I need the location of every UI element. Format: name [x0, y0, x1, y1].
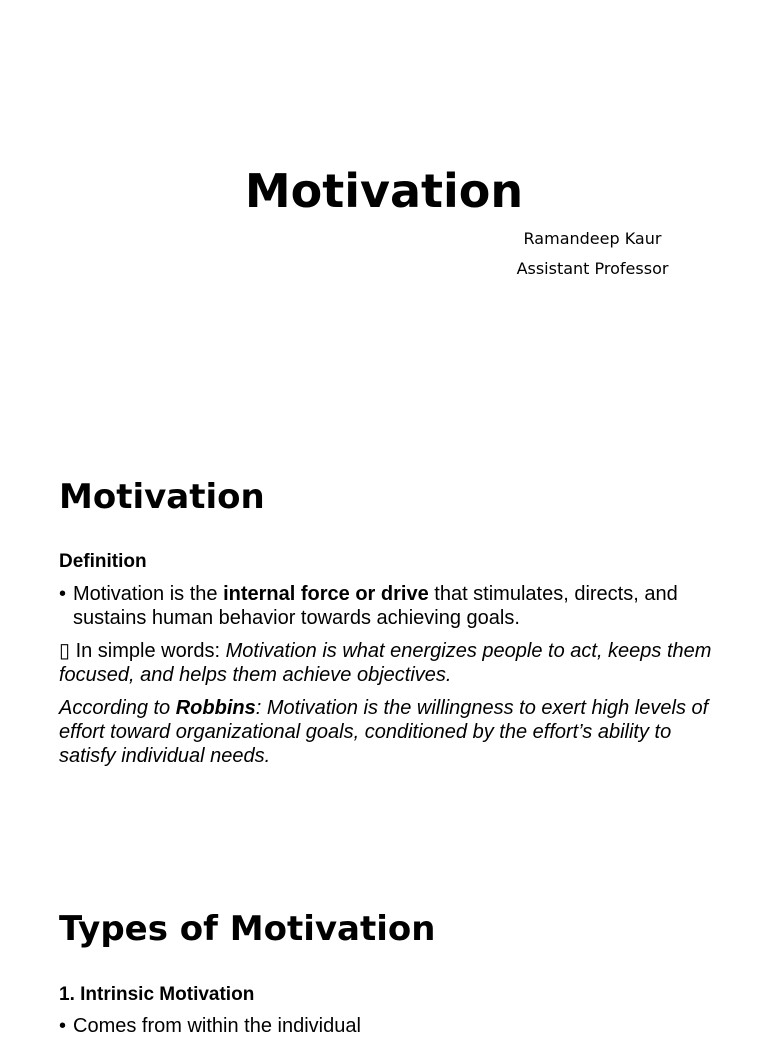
intrinsic-bullet — [59, 1014, 719, 1038]
author-role: Assistant Professor — [516, 259, 669, 278]
types-heading: Types of Motivation — [59, 909, 436, 949]
bullet-text-pre: Motivation is the — [73, 583, 224, 605]
bullet-text-post: that stimulates, directs, and sustains human behavior towards achieving goals. — [73, 583, 678, 629]
bullet-marker: • — [59, 1015, 67, 1037]
robbins-definition: : Motivation is the willingness to exert high levels of effort toward organizational goals, conditioned by the effort’s ability to satisfy individual needs. — [59, 697, 709, 767]
robbins-lead: According to — [59, 697, 176, 719]
bullet-text-bold: internal force or drive — [223, 583, 429, 605]
simple-words-lead: In simple words: — [70, 640, 226, 662]
bullet-marker: • — [59, 583, 67, 605]
section-heading: Motivation — [59, 477, 265, 517]
slide-title: Motivation — [244, 164, 524, 218]
missing-glyph-icon: ▯ — [59, 640, 71, 662]
definition-label: Definition — [59, 551, 147, 572]
author-name: Ramandeep Kaur — [523, 229, 662, 248]
simple-words-italic: Motivation is what energizes people to act, keeps them focused, and helps them achieve objectives. — [59, 640, 712, 686]
intrinsic-label: 1. Intrinsic Motivation — [59, 984, 255, 1005]
robbins-name: Robbins — [175, 697, 256, 719]
intrinsic-bullet-text: Comes from within the individual — [73, 1015, 361, 1037]
